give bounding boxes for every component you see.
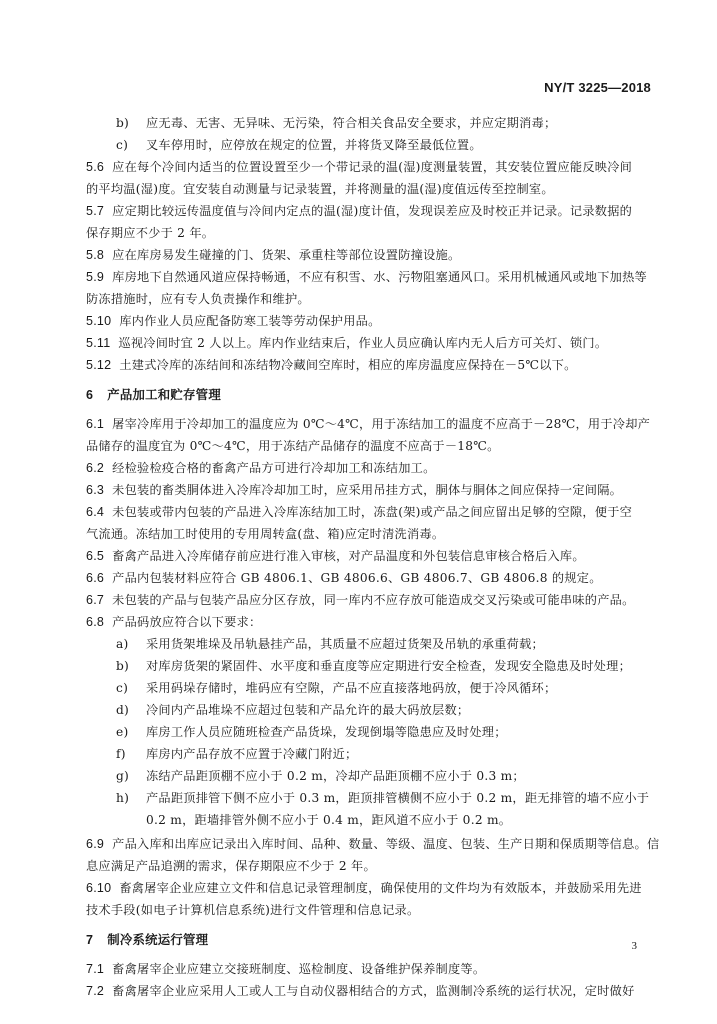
- text-line: [86, 546, 650, 566]
- line-text: 土建式冷库的冻结间和冻结物冷藏间空库时，相应的库房温度应保持在－5℃以下。: [119, 358, 577, 372]
- text-line: [86, 436, 650, 456]
- section-heading: [86, 385, 650, 405]
- clause-number: 5.10: [86, 314, 112, 328]
- text-line: [116, 766, 680, 786]
- text-line: [86, 223, 650, 243]
- list-marker: b): [116, 116, 130, 130]
- line-text: 未包装或带内包装的产品进入冷库冻结加工时，冻盘(架)或产品之间应留出足够的空隙，便于空: [112, 505, 633, 519]
- clause-number: 6.1: [86, 417, 105, 431]
- list-marker: b): [116, 659, 130, 673]
- clause-number: 7: [86, 933, 94, 947]
- line-text: 未包装的产品与包装产品应分区存放，同一库内不应存放可能造成交叉污染或可能串味的产品。: [112, 593, 635, 607]
- line-text: 畜禽屠宰企业应建立文件和信息记录管理制度，确保使用的文件均为有效版本，并鼓励采用先进: [119, 881, 642, 895]
- clause-number: 6.2: [86, 461, 105, 475]
- line-text: 对库房货架的紧固件、水平度和垂直度等应定期进行安全检查，发现安全隐患及时处理；: [146, 659, 632, 673]
- text-line: [86, 289, 650, 309]
- text-line: [146, 810, 710, 830]
- text-line: [116, 722, 680, 742]
- clause-number: 6.7: [86, 593, 105, 607]
- clause-number: 6.6: [86, 571, 105, 585]
- text-line: [86, 333, 650, 353]
- clause-number: 6: [86, 388, 94, 402]
- line-text: 屠宰冷库用于冷却加工的温度应为 0℃～4℃，用于冻结加工的温度不应高于－28℃，用于冷却产: [112, 417, 651, 431]
- clause-number: 5.7: [86, 204, 105, 218]
- clause-number: 7.2: [86, 984, 105, 998]
- line-text: 应定期比较远传温度值与冷间内定点的温(湿)度计值，发现误差应及时校正并记录。记录数据的: [112, 204, 633, 218]
- list-marker: g): [116, 769, 130, 783]
- line-text: 冻结产品距顶棚不应小于 0.2 m，冷却产品距顶棚不应小于 0.3 m；: [146, 769, 525, 783]
- text-line: [116, 656, 680, 676]
- line-text: 应在每个冷间内适当的位置设置至少一个带记录的温(湿)度测量装置，其安装位置应能反映冷间: [112, 160, 633, 174]
- text-line: [86, 480, 650, 500]
- text-line: [86, 311, 650, 331]
- clause-number: 6.4: [86, 505, 105, 519]
- list-marker: d): [116, 703, 130, 717]
- line-text: 畜禽屠宰企业应建立交接班制度、巡检制度、设备维护保养制度等。: [112, 962, 486, 976]
- list-marker: f): [116, 747, 126, 761]
- clause-number: 5.6: [86, 160, 105, 174]
- line-text: 产品距顶排管下侧不应小于 0.3 m，距顶排管横侧不应小于 0.2 m，距无排管的墙不应小于: [146, 791, 650, 805]
- text-line: [86, 157, 650, 177]
- clause-number: 5.11: [86, 336, 111, 350]
- text-line: [86, 355, 650, 375]
- clause-number: 5.8: [86, 248, 105, 262]
- line-text: 库房工作人员应随班检查产品货垛，发现倒塌等隐患应及时处理；: [146, 725, 507, 739]
- list-marker: c): [116, 138, 129, 152]
- line-text: 应无毒、无害、无异味、无污染，符合相关食品安全要求，并应定期消毒；: [146, 116, 557, 130]
- line-text: 防冻措施时，应有专人负责操作和维护。: [86, 292, 310, 306]
- text-line: [86, 267, 650, 287]
- text-line: [86, 414, 650, 434]
- line-text: 叉车停用时，应停放在规定的位置，并将货叉降至最低位置。: [146, 138, 482, 152]
- clause-number: 6.10: [86, 881, 112, 895]
- line-text: 产品入库和出库应记录出入库时间、品种、数量、等级、温度、包装、生产日期和保质期等信息。信: [112, 837, 660, 851]
- text-line: [86, 245, 650, 265]
- line-text: 技术手段(如电子计算机信息系统)进行文件管理和信息记录。: [86, 903, 420, 917]
- text-line: [86, 959, 650, 979]
- section-heading: [86, 930, 650, 950]
- list-marker: e): [116, 725, 129, 739]
- text-line: [86, 878, 650, 898]
- line-text: 经检验检疫合格的畜禽产品方可进行冷却加工和冻结加工。: [112, 461, 436, 475]
- text-line: [86, 568, 650, 588]
- line-text: 气流通。冻结加工时使用的专用周转盒(盘、箱)应定时清洗消毒。: [86, 527, 445, 541]
- text-line: [86, 981, 650, 1001]
- text-line: [116, 678, 680, 698]
- line-text: 品储存的温度宜为 0℃～4℃，用于冻结产品储存的温度不应高于－18℃。: [86, 439, 500, 453]
- line-text: 保存期应不少于 2 年。: [86, 226, 215, 240]
- line-text: 0.2 m，距墙排管外侧不应小于 0.4 m，距风道不应小于 0.2 m。: [146, 813, 512, 827]
- text-line: [86, 201, 650, 221]
- text-line: [116, 634, 680, 654]
- clause-number: 5.12: [86, 358, 112, 372]
- text-line: [86, 524, 650, 544]
- line-text: 息应满足产品追溯的需求，保存期限应不少于 2 年。: [86, 859, 376, 873]
- line-text: 采用货架堆垛及吊轨悬挂产品，其质量不应超过货架及吊轨的承重荷载；: [146, 637, 544, 651]
- line-text: 库房内产品存放不应置于冷藏门附近；: [146, 747, 358, 761]
- text-line: [86, 900, 650, 920]
- clause-number: 6.3: [86, 483, 105, 497]
- page-number: 3: [631, 940, 637, 952]
- standard-code: NY/T 3225—2018: [544, 80, 651, 95]
- clause-number: 6.5: [86, 549, 105, 563]
- line-text: 产品加工和贮存管理: [107, 387, 221, 402]
- list-marker: a): [116, 637, 129, 651]
- text-line: [86, 179, 650, 199]
- list-marker: c): [116, 681, 129, 695]
- clause-number: 6.8: [86, 615, 105, 629]
- text-line: [116, 113, 680, 133]
- line-text: 库房地下自然通风道应保持畅通，不应有积雪、水、污物阻塞通风口。采用机械通风或地下加热等: [112, 270, 647, 284]
- line-text: 畜禽屠宰企业应采用人工或人工与自动仪器相结合的方式，监测制冷系统的运行状况，定时做好: [112, 984, 635, 998]
- line-text: 的平均温(湿)度。宜安装自动测量与记录装置，并将测量的温(湿)度值远传至控制室。: [86, 182, 554, 196]
- line-text: 库内作业人员应配备防寒工装等劳动保护用品。: [119, 314, 381, 328]
- text-line: [86, 612, 650, 632]
- line-text: 畜禽产品进入冷库储存前应进行准入审核，对产品温度和外包装信息审核合格后入库。: [112, 549, 585, 563]
- line-text: 冷间内产品堆垛不应超过包装和产品允许的最大码放层数；: [146, 703, 470, 717]
- text-line: [116, 135, 680, 155]
- text-line: [86, 856, 650, 876]
- line-text: 未包装的畜类胴体进入冷库冷却加工时，应采用吊挂方式，胴体与胴体之间应保持一定间隔。: [112, 483, 623, 497]
- clause-number: 5.9: [86, 270, 105, 284]
- text-line: [86, 458, 650, 478]
- text-line: [86, 834, 660, 854]
- text-line: [86, 502, 650, 522]
- line-text: 产品内包装材料应符合 GB 4806.1、GB 4806.6、GB 4806.7、GB 4806.8 的规定。: [112, 571, 602, 585]
- text-line: [116, 700, 680, 720]
- list-marker: h): [116, 791, 130, 805]
- text-line: [116, 744, 680, 764]
- line-text: 采用码垛存储时，堆码应有空隙，产品不应直接落地码放，便于冷风循环；: [146, 681, 557, 695]
- clause-number: 7.1: [86, 962, 105, 976]
- line-text: 巡视冷间时宜 2 人以上。库内作业结束后，作业人员应确认库内无人后方可关灯、锁门。: [118, 336, 608, 350]
- text-line: [116, 788, 680, 808]
- line-text: 应在库房易发生碰撞的门、货架、承重柱等部位设置防撞设施。: [112, 248, 461, 262]
- clause-number: 6.9: [86, 837, 105, 851]
- line-text: 产品码放应符合以下要求：: [112, 615, 262, 629]
- text-line: [86, 590, 650, 610]
- line-text: 制冷系统运行管理: [107, 932, 209, 947]
